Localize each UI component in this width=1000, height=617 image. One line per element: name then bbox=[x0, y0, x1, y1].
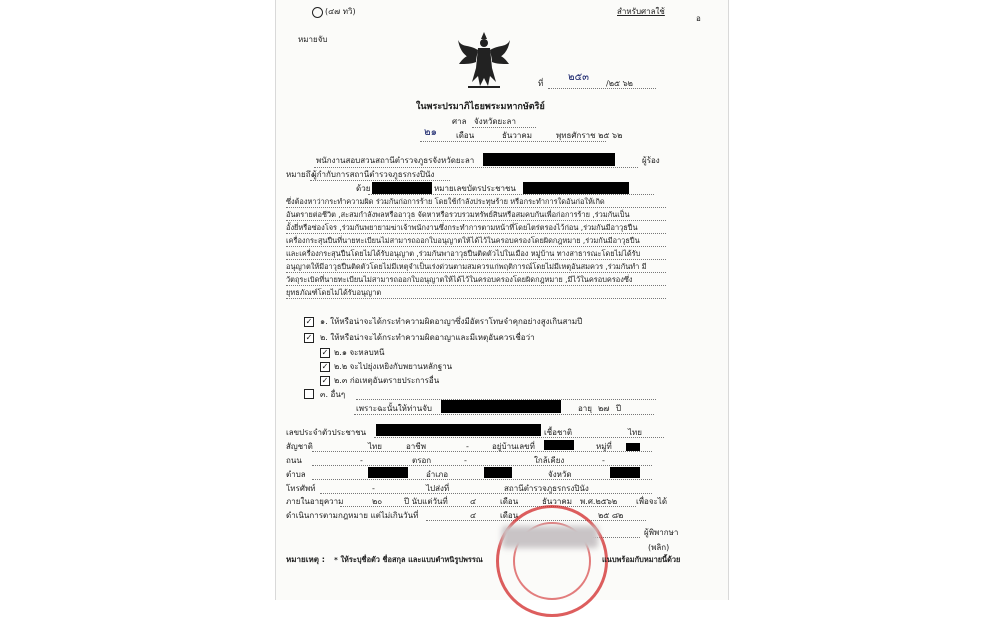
within-unit: ปี นับแต่วันที่ bbox=[404, 497, 448, 506]
date-year: พุทธศักราช ๒๕ ๖๒ bbox=[556, 131, 623, 140]
road-label: ถนน bbox=[286, 456, 302, 465]
warrant-number-year: /๒๕ ๖๒ bbox=[606, 79, 633, 88]
house-number-label: อยู่บ้านเลขที่ bbox=[492, 442, 535, 451]
ground-text: ๒. ให้หรือน่าจะได้กระทำความผิดอาญาและมีเหตุอันควรเชื่อว่า bbox=[320, 333, 535, 342]
warrant-document bbox=[276, 0, 728, 600]
date-day: ๒๑ bbox=[424, 127, 437, 138]
footer-note-right: แนบพร้อมกับหมายนี้ด้วย bbox=[602, 555, 681, 564]
flip-note: (พลิก) bbox=[648, 543, 670, 552]
ground-text: ๒.๑ จะหลบหนี bbox=[334, 348, 385, 357]
phone-label: โทรศัพท์ bbox=[286, 484, 316, 493]
near-label: ใกล้เคียง bbox=[534, 456, 565, 465]
within-day: ๔ bbox=[470, 497, 477, 506]
charge-line: ยุทธภัณฑ์โดยไม่ได้รับอนุญาต bbox=[286, 288, 382, 297]
ground-text: ๓. อื่นๆ bbox=[320, 390, 346, 399]
charge-line: อนุญาตให้มีอาวุธปืนติดตัวโดยไม่มีเหตุจำเป็นเร่งด่วนตามสมควรแก่พฤติการณ์โดยไม่มีเหตุอันสมควร ,ร่วมกันทำ มี bbox=[286, 262, 647, 271]
within-label: ภายในอายุความ bbox=[286, 497, 344, 506]
alley-label: ตรอก bbox=[412, 456, 432, 465]
age-unit: ปี bbox=[616, 404, 622, 413]
document-type: หมายจับ bbox=[298, 35, 328, 44]
footer-note-left: * ให้ระบุชื่อตัว ชื่อสกุล และแบบตำหนิรูปพรรณ bbox=[334, 555, 483, 564]
within-month: ธันวาคม bbox=[542, 497, 572, 506]
document-title: ในพระปรมาภิไธยพระมหากษัตริย์ bbox=[416, 102, 545, 112]
ground-checkbox-2-2[interactable]: ✓ bbox=[321, 362, 329, 371]
warrant-number-value: ๒๕๓ bbox=[568, 72, 589, 83]
within-year: พ.ศ.๒๕๖๒ bbox=[580, 497, 618, 506]
nationality-value: ไทย bbox=[368, 442, 382, 451]
blurred-signature bbox=[502, 526, 598, 548]
charge-line: และเครื่องกระสุนปืนโดยไม่ได้รับอนุญาต ,ร่วมกันพาอาวุธปืนติดตัวไปในเมือง หมู่บ้าน ทางสาธารณะโดยไม่ได้รับ bbox=[286, 249, 641, 258]
age-label: อายุ bbox=[578, 404, 592, 413]
proceed-year: ๒๕ ๘๒ bbox=[598, 511, 624, 520]
with-label: ด้วย bbox=[356, 184, 371, 193]
court-use-label: สำหรับศาลใช้ bbox=[617, 7, 665, 16]
date-month-label: เดือน bbox=[456, 131, 475, 140]
garuda-emblem-icon bbox=[456, 30, 512, 90]
addressee-value: ผู้กำกับการสถานีตำรวจภูธรกรงปินัง bbox=[312, 170, 435, 179]
redaction-bar bbox=[523, 182, 629, 194]
court-seal-stamp bbox=[496, 505, 608, 617]
deliver-value: สถานีตำรวจภูธรกรงปินัง bbox=[504, 484, 589, 493]
citizen-id-label: เลขประจำตัวประชาชน bbox=[286, 428, 367, 437]
judge-role: ผู้พิพากษา bbox=[644, 528, 679, 537]
charge-line: วัตถุระเบิดที่นายทะเบียนไม่สามารถออกใบอนุญาตให้ได้ไว้ในครอบครองโดยผิดกฎหมาย ,มีไว้ในครอบครองซึ่ง bbox=[286, 275, 633, 284]
corner-mark: อ bbox=[696, 14, 701, 23]
occupation-value: - bbox=[466, 442, 469, 451]
phone-value: - bbox=[372, 484, 375, 493]
redaction-bar bbox=[544, 440, 574, 450]
redaction-bar bbox=[368, 467, 408, 478]
arrest-label: เพราะฉะนั้นให้ท่านจับ bbox=[356, 404, 432, 413]
age-value: ๒๗ bbox=[598, 404, 610, 413]
court-label: ศาล bbox=[452, 117, 467, 126]
deliver-label: ไปส่งที่ bbox=[426, 484, 450, 493]
redaction-bar bbox=[483, 153, 615, 166]
within-value: ๒๐ bbox=[372, 497, 383, 506]
within-suffix: เพื่อจะได้ bbox=[636, 497, 668, 506]
proceed-month-label: เดือน bbox=[500, 511, 519, 520]
within-month-label: เดือน bbox=[500, 497, 519, 506]
ground-checkbox-2[interactable]: ✓ bbox=[305, 333, 313, 342]
charge-line: เครื่องกระสุนปืนที่นายทะเบียนไม่สามารถออกใบอนุญาตให้ได้ไว้ในครอบครองโดยผิดกฎหมาย ,ร่วมกันมีอาวุธปืน bbox=[286, 236, 640, 245]
road-value: - bbox=[360, 456, 363, 465]
redaction-bar bbox=[484, 467, 512, 478]
redaction-bar bbox=[441, 400, 561, 413]
ground-checkbox-3[interactable] bbox=[304, 389, 314, 399]
proceed-label: ดำเนินการตามกฎหมาย แต่ไม่เกินวันที่ bbox=[286, 511, 419, 520]
subdistrict-label: ตำบล bbox=[286, 470, 306, 479]
charge-line: อั้งยี่หรือซ่องโจร ,ร่วมกันพยายามฆ่าเจ้าพนักงานซึ่งกระทำการตามหน้าที่โดยไตร่ตรองไว้ก่อน ,ร่วมกันมีอาวุธปืน bbox=[286, 223, 638, 232]
alley-value: - bbox=[464, 456, 467, 465]
proceed-day: ๔ bbox=[470, 511, 477, 520]
moo-label: หมู่ที่ bbox=[596, 442, 612, 451]
nationality-label: สัญชาติ bbox=[286, 442, 313, 451]
redaction-bar bbox=[610, 467, 640, 478]
radio-circle bbox=[312, 7, 323, 18]
ground-checkbox-2-3[interactable]: ✓ bbox=[321, 376, 329, 385]
ground-text: ๒.๓ ก่อเหตุอันตรายประการอื่น bbox=[334, 376, 440, 385]
petitioner-role: ผู้ร้อง bbox=[642, 156, 660, 165]
date-month: ธันวาคม bbox=[502, 131, 532, 140]
addressee-label: หมายถึง bbox=[286, 170, 315, 179]
near-value: - bbox=[602, 456, 605, 465]
charge-line: อันตรายต่อชีวิต ,สะสมกำลังพลหรืออาวุธ จัดหาหรือรวบรวมทรัพย์สินหรือสมคบกันเพื่อก่อการร้าย ,ร่วมกันเป็น bbox=[286, 210, 630, 219]
redaction-bar bbox=[372, 182, 432, 194]
warrant-number-label: ที่ bbox=[538, 79, 544, 88]
district-label: อำเภอ bbox=[426, 470, 449, 479]
ground-text: ๑. ให้หรือน่าจะได้กระทำความผิดอาญาซึ่งมีอัตราโทษจำคุกอย่างสูงเกินสามปี bbox=[320, 317, 583, 326]
race-label: เชื้อชาติ bbox=[544, 428, 573, 437]
redaction-bar bbox=[376, 424, 541, 436]
petitioner-name: พนักงานสอบสวนสถานีตำรวจภูธรจังหวัดยะลา bbox=[316, 156, 475, 165]
footer-note-label: หมายเหตุ : bbox=[286, 555, 325, 564]
ground-checkbox-1[interactable]: ✓ bbox=[305, 317, 313, 326]
province-label: จังหวัด bbox=[548, 470, 572, 479]
id-number-label: หมายเลขบัตรประชาชน bbox=[434, 184, 516, 193]
ground-text: ๒.๒ จะไปยุ่งเหยิงกับพยานหลักฐาน bbox=[334, 362, 453, 371]
race-value: ไทย bbox=[628, 428, 642, 437]
form-number: (๔๗ ทวิ) bbox=[325, 7, 356, 16]
redaction-bar bbox=[626, 443, 640, 451]
occupation-label: อาชีพ bbox=[406, 442, 426, 451]
court-value: จังหวัดยะลา bbox=[474, 117, 516, 126]
ground-checkbox-2-1[interactable]: ✓ bbox=[321, 348, 329, 357]
charge-line: ซึ่งต้องหาว่ากระทำความผิด ร่วมกันก่อการร้าย โดยใช้กำลังประทุษร้าย หรือกระทำการใดอันก่อให้เกิด bbox=[286, 197, 605, 206]
